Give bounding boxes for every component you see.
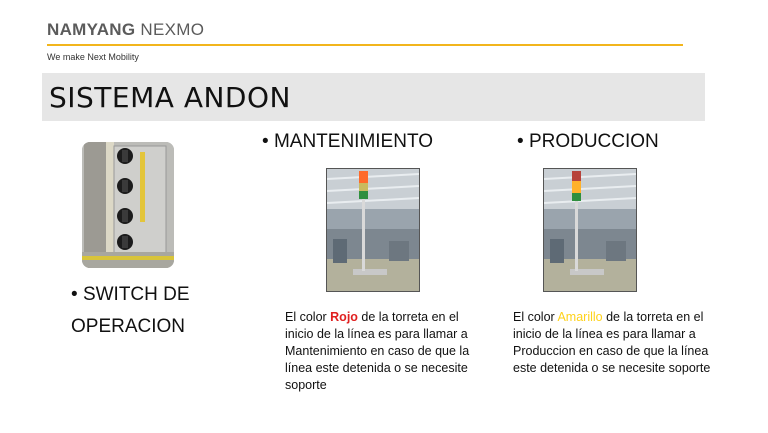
produccion-label: PRODUCCION — [528, 131, 659, 152]
bullet-glyph: • — [262, 131, 269, 152]
andon-tower-illustration — [327, 169, 419, 291]
switch-label — [71, 279, 231, 343]
page-title: SISTEMA ANDON — [49, 81, 291, 114]
tagline: We make Next Mobility — [47, 52, 139, 62]
desc-text-before: El color — [513, 310, 558, 324]
color-word-yellow: Amarillo — [557, 310, 603, 324]
switch-panel-illustration — [82, 142, 174, 268]
andon-tower-red-photo — [326, 168, 420, 292]
mantenimiento-description — [285, 309, 485, 394]
title-bar — [42, 73, 705, 121]
color-word-red: Rojo — [330, 310, 358, 324]
andon-tower-illustration — [544, 169, 636, 291]
mantenimiento-heading — [262, 131, 433, 153]
desc-text-after: de la torreta en el inicio de la línea es para llamar a Produccion en caso de que la línea este detenida o se necesite soporte — [513, 310, 711, 375]
desc-text-before: El color — [285, 310, 331, 324]
company-logo — [47, 20, 204, 40]
produccion-description — [513, 309, 713, 377]
logo-brand-secondary: NEXMO — [140, 20, 205, 39]
desc-text-after: de la torreta en el inicio de la línea es para llamar a Mantenimiento en caso de que la línea este detenida o se necesite soporte — [285, 310, 470, 392]
mantenimiento-label: MANTENIMIENTO — [273, 131, 433, 152]
switch-photo — [82, 142, 174, 268]
logo-brand-primary: NAMYANG — [47, 20, 136, 39]
bullet-glyph: • — [71, 284, 78, 305]
bullet-glyph: • — [517, 131, 524, 152]
produccion-heading — [517, 131, 659, 153]
header-divider — [47, 44, 683, 46]
switch-label-text: SWITCH DE OPERACION — [71, 284, 190, 337]
andon-tower-yellow-photo — [543, 168, 637, 292]
